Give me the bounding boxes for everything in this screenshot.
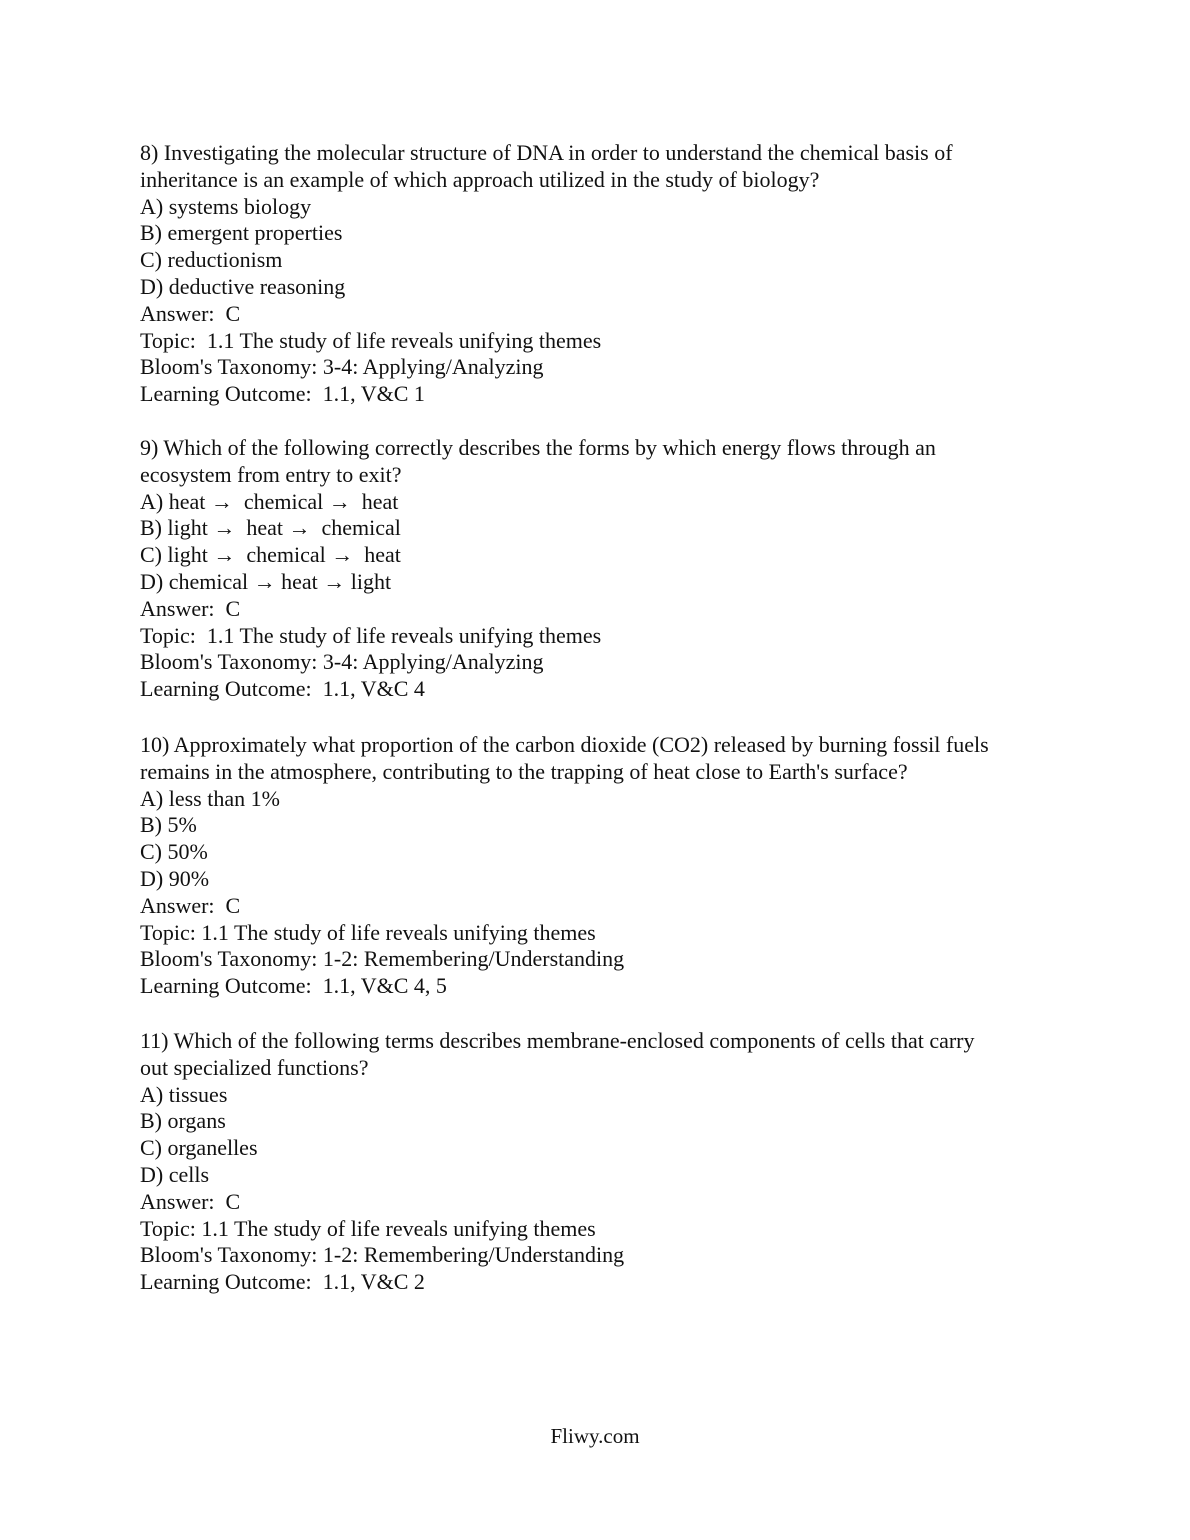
answer-option: C) organelles xyxy=(140,1135,258,1161)
answer-option: D) chemical → heat → light xyxy=(140,568,392,594)
question-stem-line: 10) Approximately what proportion of the carbon dioxide (CO2) released by burning fossil fuels xyxy=(140,732,989,757)
answer-option: B) organs xyxy=(140,1108,226,1134)
answer-option: C) light → chemical → heat xyxy=(140,542,401,568)
answer-line: Answer: C xyxy=(140,1188,241,1214)
question-10 xyxy=(140,732,1060,1000)
learning-outcome-line: Learning Outcome: 1.1, V&C 1 xyxy=(140,381,425,407)
question-stem-line: out specialized functions? xyxy=(140,1054,369,1080)
topic-line: Topic: 1.1 The study of life reveals unifying themes xyxy=(140,1215,596,1241)
answer-option: A) heat → chemical → heat xyxy=(140,488,399,514)
answer-option: A) systems biology xyxy=(140,193,312,219)
answer-line: Answer: C xyxy=(140,892,241,918)
answer-line: Answer: C xyxy=(140,300,241,326)
answer-option: D) cells xyxy=(140,1161,210,1187)
answer-option: B) light → heat → chemical xyxy=(140,515,401,541)
answer-option: D) 90% xyxy=(140,865,210,891)
answer-line: Answer: C xyxy=(140,595,241,621)
page-footer: Fliwy.com xyxy=(550,1424,640,1448)
answer-option: A) tissues xyxy=(140,1081,228,1107)
answer-option: A) less than 1% xyxy=(140,785,280,811)
learning-outcome-line: Learning Outcome: 1.1, V&C 2 xyxy=(140,1269,425,1295)
question-stem-line: 11) Which of the following terms describes membrane-enclosed components of cells that carry xyxy=(140,1028,975,1053)
bloom-taxonomy-line: Bloom's Taxonomy: 3-4: Applying/Analyzing xyxy=(140,354,544,380)
bloom-taxonomy-line: Bloom's Taxonomy: 3-4: Applying/Analyzing xyxy=(140,649,544,675)
answer-option: B) emergent properties xyxy=(140,220,343,246)
answer-option: C) 50% xyxy=(140,839,208,865)
learning-outcome-line: Learning Outcome: 1.1, V&C 4, 5 xyxy=(140,973,447,999)
topic-line: Topic: 1.1 The study of life reveals unifying themes xyxy=(140,622,602,648)
question-stem-line: 9) Which of the following correctly describes the forms by which energy flows through an xyxy=(140,435,936,460)
answer-option: D) deductive reasoning xyxy=(140,273,346,299)
learning-outcome-line: Learning Outcome: 1.1, V&C 4 xyxy=(140,676,425,702)
bloom-taxonomy-line: Bloom's Taxonomy: 1-2: Remembering/Understanding xyxy=(140,946,625,972)
question-stem-line: ecosystem from entry to exit? xyxy=(140,461,402,487)
bloom-taxonomy-line: Bloom's Taxonomy: 1-2: Remembering/Understanding xyxy=(140,1242,625,1268)
topic-line: Topic: 1.1 The study of life reveals unifying themes xyxy=(140,919,596,945)
question-11 xyxy=(140,1028,1060,1296)
question-9 xyxy=(140,435,1060,703)
question-stem-line: 8) Investigating the molecular structure of DNA in order to understand the chemical basis of xyxy=(140,140,953,165)
question-stem-line: inheritance is an example of which approach utilized in the study of biology? xyxy=(140,166,820,192)
question-8 xyxy=(140,140,1060,408)
topic-line: Topic: 1.1 The study of life reveals unifying themes xyxy=(140,327,602,353)
answer-option: C) reductionism xyxy=(140,247,283,273)
question-stem-line: remains in the atmosphere, contributing to the trapping of heat close to Earth's surface? xyxy=(140,758,908,784)
answer-option: B) 5% xyxy=(140,812,197,838)
